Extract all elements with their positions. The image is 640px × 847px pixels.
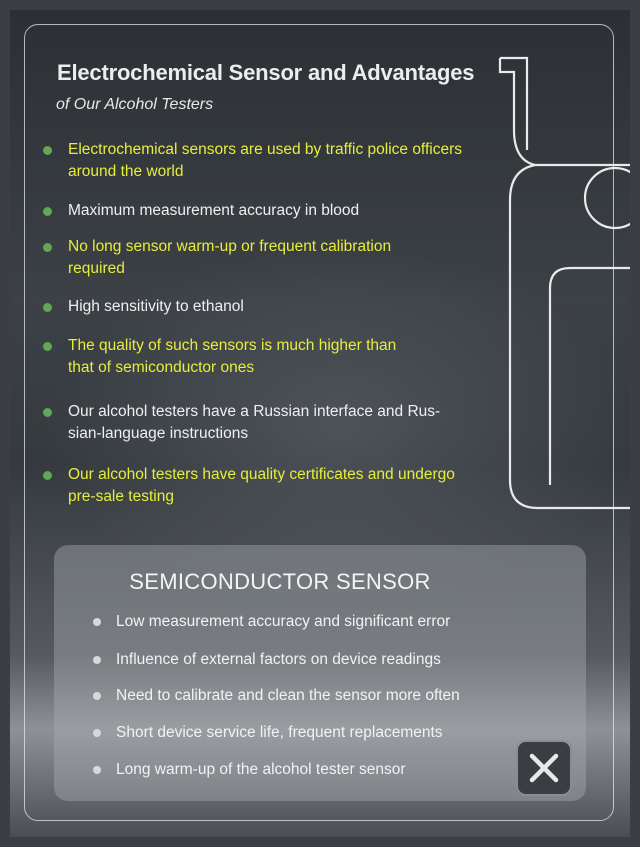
list-item: Influence of external factors on device readings: [116, 650, 441, 670]
list-item: No long sensor warm-up or frequent calibration required: [68, 236, 488, 280]
bullet-icon: [43, 408, 52, 417]
semiconductor-sensor-box: [54, 545, 586, 801]
page-title: Electrochemical Sensor and Advantages: [57, 60, 475, 85]
bullet-icon: [93, 618, 101, 626]
close-icon: [516, 740, 572, 796]
list-item: Long warm-up of the alcohol tester sensor: [116, 760, 406, 780]
list-item: Our alcohol testers have a Russian interface and Rus- sian-language instructions: [68, 401, 488, 445]
list-item: Short device service life, frequent replacements: [116, 723, 443, 743]
bullet-icon: [43, 342, 52, 351]
semiconductor-title: SEMICONDUCTOR SENSOR: [129, 569, 431, 594]
bullet-icon: [43, 243, 52, 252]
page-subtitle: of Our Alcohol Testers: [56, 96, 214, 113]
bullet-icon: [43, 471, 52, 480]
list-item: Low measurement accuracy and significant error: [116, 612, 450, 632]
list-item: The quality of such sensors is much higher than that of semiconductor ones: [68, 335, 488, 379]
bullet-icon: [93, 729, 101, 737]
bullet-icon: [43, 303, 52, 312]
list-item: Maximum measurement accuracy in blood: [68, 200, 488, 222]
list-item: Our alcohol testers have quality certificates and undergo pre-sale testing: [68, 464, 488, 508]
bullet-icon: [43, 146, 52, 155]
bullet-icon: [93, 766, 101, 774]
infographic-panel: [10, 10, 630, 837]
bullet-icon: [93, 692, 101, 700]
bullet-icon: [43, 207, 52, 216]
list-item: High sensitivity to ethanol: [68, 296, 488, 318]
bullet-icon: [93, 656, 101, 664]
list-item: Need to calibrate and clean the sensor more often: [116, 686, 460, 706]
list-item: Electrochemical sensors are used by traffic police officers around the world: [68, 139, 488, 183]
